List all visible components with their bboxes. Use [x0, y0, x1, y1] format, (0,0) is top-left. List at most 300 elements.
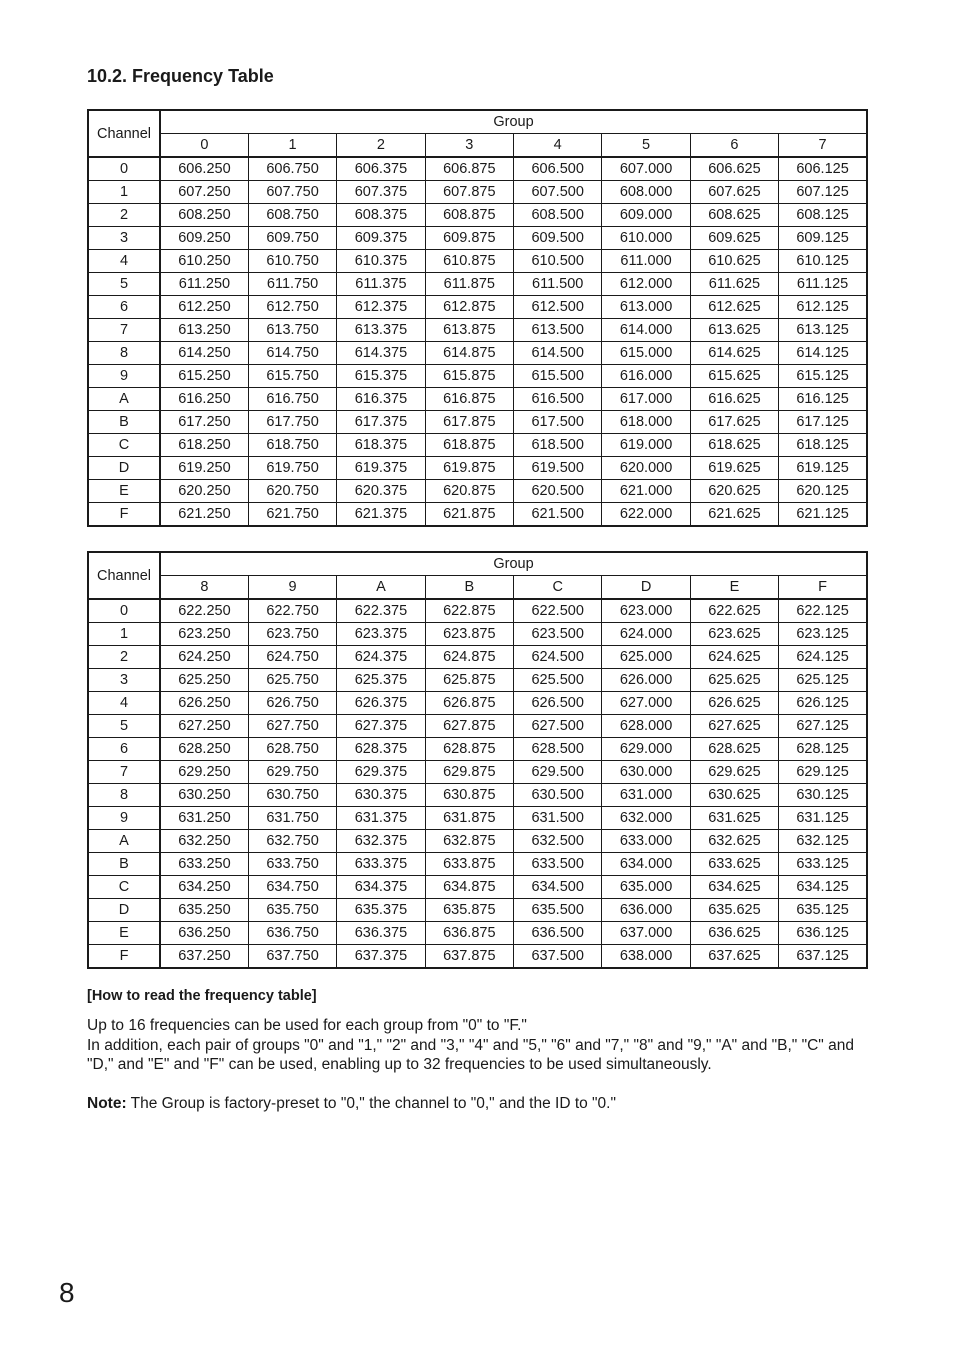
frequency-cell: 623.500	[514, 623, 602, 646]
frequency-cell: 635.125	[779, 899, 867, 922]
frequency-cell: 623.125	[779, 623, 867, 646]
frequency-cell: 634.500	[514, 876, 602, 899]
frequency-cell: 635.250	[160, 899, 248, 922]
frequency-cell: 631.500	[514, 807, 602, 830]
frequency-cell: 622.375	[337, 599, 425, 623]
frequency-cell: 619.000	[602, 434, 690, 457]
channel-cell: A	[88, 388, 160, 411]
frequency-cell: 635.750	[248, 899, 336, 922]
frequency-cell: 620.375	[337, 480, 425, 503]
frequency-cell: 632.625	[690, 830, 778, 853]
frequency-cell: 621.125	[779, 503, 867, 527]
table-row	[88, 830, 867, 853]
frequency-cell: 622.625	[690, 599, 778, 623]
frequency-cell: 617.375	[337, 411, 425, 434]
frequency-cell: 607.125	[779, 181, 867, 204]
channel-cell: 6	[88, 738, 160, 761]
frequency-cell: 619.625	[690, 457, 778, 480]
channel-cell: 1	[88, 623, 160, 646]
frequency-cell: 613.125	[779, 319, 867, 342]
frequency-cell: 615.125	[779, 365, 867, 388]
frequency-cell: 616.500	[514, 388, 602, 411]
frequency-cell: 624.000	[602, 623, 690, 646]
frequency-cell: 629.000	[602, 738, 690, 761]
channel-cell: 3	[88, 669, 160, 692]
frequency-cell: 609.625	[690, 227, 778, 250]
frequency-cell: 609.000	[602, 204, 690, 227]
frequency-cell: 618.000	[602, 411, 690, 434]
frequency-cell: 637.875	[425, 945, 513, 969]
frequency-cell: 628.000	[602, 715, 690, 738]
frequency-cell: 625.000	[602, 646, 690, 669]
channel-cell: 6	[88, 296, 160, 319]
frequency-cell: 624.375	[337, 646, 425, 669]
frequency-cell: 633.875	[425, 853, 513, 876]
frequency-table-groups-0-7	[87, 109, 868, 527]
table-row	[88, 365, 867, 388]
frequency-cell: 616.250	[160, 388, 248, 411]
frequency-cell: 610.500	[514, 250, 602, 273]
frequency-cell: 611.500	[514, 273, 602, 296]
frequency-cell: 613.750	[248, 319, 336, 342]
frequency-cell: 635.375	[337, 899, 425, 922]
frequency-cell: 609.750	[248, 227, 336, 250]
channel-cell: B	[88, 853, 160, 876]
frequency-cell: 630.875	[425, 784, 513, 807]
frequency-cell: 606.125	[779, 157, 867, 181]
group-column-header: 9	[248, 576, 336, 600]
table-row	[88, 599, 867, 623]
frequency-cell: 637.500	[514, 945, 602, 969]
frequency-cell: 626.875	[425, 692, 513, 715]
frequency-cell: 620.000	[602, 457, 690, 480]
frequency-cell: 629.500	[514, 761, 602, 784]
table-row	[88, 457, 867, 480]
frequency-cell: 608.125	[779, 204, 867, 227]
frequency-cell: 614.250	[160, 342, 248, 365]
frequency-cell: 628.375	[337, 738, 425, 761]
note-paragraph	[87, 1094, 877, 1114]
channel-cell: 9	[88, 807, 160, 830]
group-column-header: 3	[425, 134, 513, 158]
frequency-cell: 630.625	[690, 784, 778, 807]
frequency-cell: 608.875	[425, 204, 513, 227]
frequency-cell: 618.500	[514, 434, 602, 457]
frequency-cell: 618.250	[160, 434, 248, 457]
frequency-cell: 621.375	[337, 503, 425, 527]
frequency-cell: 630.500	[514, 784, 602, 807]
frequency-cell: 614.875	[425, 342, 513, 365]
frequency-cell: 625.875	[425, 669, 513, 692]
group-number-row	[88, 576, 867, 600]
frequency-cell: 612.375	[337, 296, 425, 319]
how-to-line-1: Up to 16 frequencies can be used for each group from "0" to "F."	[87, 1017, 527, 1034]
frequency-cell: 621.750	[248, 503, 336, 527]
frequency-cell: 630.750	[248, 784, 336, 807]
frequency-cell: 629.875	[425, 761, 513, 784]
frequency-cell: 637.750	[248, 945, 336, 969]
frequency-cell: 619.750	[248, 457, 336, 480]
frequency-cell: 614.625	[690, 342, 778, 365]
frequency-cell: 621.000	[602, 480, 690, 503]
frequency-cell: 629.250	[160, 761, 248, 784]
frequency-cell: 635.875	[425, 899, 513, 922]
frequency-cell: 630.250	[160, 784, 248, 807]
page-number: 8	[59, 1277, 75, 1308]
table-row	[88, 342, 867, 365]
frequency-cell: 614.500	[514, 342, 602, 365]
frequency-cell: 610.375	[337, 250, 425, 273]
frequency-cell: 634.750	[248, 876, 336, 899]
frequency-cell: 636.875	[425, 922, 513, 945]
frequency-cell: 632.000	[602, 807, 690, 830]
channel-cell: 4	[88, 250, 160, 273]
frequency-cell: 627.875	[425, 715, 513, 738]
channel-cell: 0	[88, 157, 160, 181]
frequency-cell: 631.000	[602, 784, 690, 807]
channel-cell: 5	[88, 715, 160, 738]
group-column-header: 1	[248, 134, 336, 158]
frequency-cell: 623.250	[160, 623, 248, 646]
frequency-cell: 614.750	[248, 342, 336, 365]
group-column-header: 7	[779, 134, 867, 158]
frequency-cell: 634.250	[160, 876, 248, 899]
table-row	[88, 411, 867, 434]
frequency-cell: 610.625	[690, 250, 778, 273]
frequency-cell: 629.125	[779, 761, 867, 784]
channel-cell: C	[88, 876, 160, 899]
frequency-cell: 618.875	[425, 434, 513, 457]
frequency-cell: 616.750	[248, 388, 336, 411]
frequency-cell: 628.250	[160, 738, 248, 761]
frequency-cell: 631.125	[779, 807, 867, 830]
how-to-heading: [How to read the frequency table]	[87, 988, 317, 1004]
frequency-cell: 617.500	[514, 411, 602, 434]
table-row	[88, 250, 867, 273]
frequency-cell: 634.000	[602, 853, 690, 876]
table-row	[88, 480, 867, 503]
frequency-cell: 625.500	[514, 669, 602, 692]
frequency-cell: 633.000	[602, 830, 690, 853]
group-column-header: 2	[337, 134, 425, 158]
frequency-cell: 621.500	[514, 503, 602, 527]
table-row	[88, 503, 867, 527]
frequency-cell: 611.125	[779, 273, 867, 296]
frequency-cell: 606.250	[160, 157, 248, 181]
frequency-cell: 609.500	[514, 227, 602, 250]
frequency-cell: 628.125	[779, 738, 867, 761]
group-column-header: E	[690, 576, 778, 600]
frequency-cell: 626.500	[514, 692, 602, 715]
frequency-cell: 627.500	[514, 715, 602, 738]
group-column-header: F	[779, 576, 867, 600]
frequency-cell: 622.125	[779, 599, 867, 623]
how-to-line-2: In addition, each pair of groups "0" and "1," "2" and "3," "4" and "5," "6" and "7," "8" and "9," "A" and "B," "C" and "D," and "E" and "F" can be used, enabling up to 32 frequencies to be used simultaneously.	[87, 1036, 854, 1073]
frequency-cell: 607.875	[425, 181, 513, 204]
frequency-cell: 630.000	[602, 761, 690, 784]
frequency-cell: 629.625	[690, 761, 778, 784]
frequency-cell: 616.125	[779, 388, 867, 411]
channel-cell: 2	[88, 204, 160, 227]
frequency-cell: 623.625	[690, 623, 778, 646]
frequency-cell: 630.375	[337, 784, 425, 807]
frequency-cell: 636.625	[690, 922, 778, 945]
frequency-cell: 617.750	[248, 411, 336, 434]
frequency-cell: 627.125	[779, 715, 867, 738]
frequency-cell: 632.375	[337, 830, 425, 853]
frequency-cell: 628.625	[690, 738, 778, 761]
frequency-cell: 635.625	[690, 899, 778, 922]
channel-cell: 0	[88, 599, 160, 623]
frequency-cell: 606.875	[425, 157, 513, 181]
frequency-cell: 606.750	[248, 157, 336, 181]
table-row	[88, 181, 867, 204]
group-column-header: D	[602, 576, 690, 600]
table-row	[88, 922, 867, 945]
group-number-row	[88, 134, 867, 158]
frequency-cell: 607.500	[514, 181, 602, 204]
frequency-cell: 607.625	[690, 181, 778, 204]
frequency-cell: 632.875	[425, 830, 513, 853]
frequency-cell: 626.250	[160, 692, 248, 715]
frequency-cell: 612.000	[602, 273, 690, 296]
frequency-cell: 631.375	[337, 807, 425, 830]
frequency-cell: 631.250	[160, 807, 248, 830]
frequency-cell: 612.625	[690, 296, 778, 319]
note-label: Note:	[87, 1095, 127, 1112]
frequency-cell: 607.250	[160, 181, 248, 204]
frequency-cell: 612.875	[425, 296, 513, 319]
frequency-cell: 637.375	[337, 945, 425, 969]
channel-cell: 4	[88, 692, 160, 715]
table-row	[88, 296, 867, 319]
frequency-cell: 616.875	[425, 388, 513, 411]
table-row	[88, 945, 867, 969]
frequency-cell: 606.500	[514, 157, 602, 181]
frequency-cell: 637.250	[160, 945, 248, 969]
frequency-cell: 634.375	[337, 876, 425, 899]
channel-cell: 2	[88, 646, 160, 669]
frequency-cell: 608.750	[248, 204, 336, 227]
frequency-cell: 634.625	[690, 876, 778, 899]
group-column-header: 4	[514, 134, 602, 158]
frequency-cell: 613.500	[514, 319, 602, 342]
frequency-cell: 620.875	[425, 480, 513, 503]
frequency-cell: 609.125	[779, 227, 867, 250]
frequency-cell: 628.875	[425, 738, 513, 761]
frequency-cell: 616.375	[337, 388, 425, 411]
frequency-cell: 626.375	[337, 692, 425, 715]
frequency-cell: 638.000	[602, 945, 690, 969]
frequency-cell: 634.125	[779, 876, 867, 899]
frequency-cell: 633.375	[337, 853, 425, 876]
frequency-cell: 614.125	[779, 342, 867, 365]
frequency-cell: 633.250	[160, 853, 248, 876]
channel-cell: 5	[88, 273, 160, 296]
channel-cell: D	[88, 457, 160, 480]
frequency-cell: 610.875	[425, 250, 513, 273]
frequency-cell: 613.375	[337, 319, 425, 342]
table-row	[88, 157, 867, 181]
group-column-header: 5	[602, 134, 690, 158]
frequency-cell: 631.625	[690, 807, 778, 830]
frequency-cell: 609.375	[337, 227, 425, 250]
frequency-cell: 609.250	[160, 227, 248, 250]
frequency-cell: 615.750	[248, 365, 336, 388]
frequency-cell: 620.625	[690, 480, 778, 503]
channel-cell: F	[88, 503, 160, 527]
frequency-cell: 622.000	[602, 503, 690, 527]
frequency-cell: 607.750	[248, 181, 336, 204]
how-to-text	[87, 1016, 877, 1075]
channel-cell: C	[88, 434, 160, 457]
frequency-cell: 636.375	[337, 922, 425, 945]
table-row	[88, 623, 867, 646]
channel-cell: E	[88, 922, 160, 945]
frequency-cell: 632.250	[160, 830, 248, 853]
frequency-cell: 625.250	[160, 669, 248, 692]
frequency-cell: 637.125	[779, 945, 867, 969]
frequency-cell: 625.125	[779, 669, 867, 692]
frequency-cell: 630.125	[779, 784, 867, 807]
frequency-cell: 629.750	[248, 761, 336, 784]
group-column-header: A	[337, 576, 425, 600]
frequency-table-groups-8-f	[87, 551, 868, 969]
frequency-cell: 615.000	[602, 342, 690, 365]
frequency-cell: 611.000	[602, 250, 690, 273]
frequency-cell: 623.000	[602, 599, 690, 623]
table-row	[88, 899, 867, 922]
frequency-cell: 608.625	[690, 204, 778, 227]
frequency-cell: 610.250	[160, 250, 248, 273]
frequency-cell: 617.125	[779, 411, 867, 434]
frequency-cell: 631.750	[248, 807, 336, 830]
table-row	[88, 434, 867, 457]
frequency-cell: 617.000	[602, 388, 690, 411]
table-row	[88, 738, 867, 761]
frequency-cell: 620.125	[779, 480, 867, 503]
frequency-cell: 618.125	[779, 434, 867, 457]
group-header: Group	[160, 552, 867, 576]
frequency-cell: 632.750	[248, 830, 336, 853]
frequency-cell: 627.000	[602, 692, 690, 715]
frequency-cell: 622.250	[160, 599, 248, 623]
frequency-cell: 611.875	[425, 273, 513, 296]
channel-cell: F	[88, 945, 160, 969]
frequency-cell: 628.750	[248, 738, 336, 761]
group-column-header: 0	[160, 134, 248, 158]
frequency-cell: 623.750	[248, 623, 336, 646]
table-row	[88, 669, 867, 692]
frequency-cell: 624.500	[514, 646, 602, 669]
frequency-cell: 626.000	[602, 669, 690, 692]
frequency-cell: 625.750	[248, 669, 336, 692]
frequency-cell: 621.875	[425, 503, 513, 527]
frequency-cell: 620.250	[160, 480, 248, 503]
frequency-cell: 610.125	[779, 250, 867, 273]
channel-cell: 8	[88, 784, 160, 807]
channel-cell: B	[88, 411, 160, 434]
channel-cell: 9	[88, 365, 160, 388]
frequency-cell: 617.250	[160, 411, 248, 434]
table-row	[88, 807, 867, 830]
group-header: Group	[160, 110, 867, 134]
frequency-cell: 632.500	[514, 830, 602, 853]
frequency-cell: 611.250	[160, 273, 248, 296]
table-row	[88, 853, 867, 876]
frequency-cell: 624.625	[690, 646, 778, 669]
frequency-cell: 617.875	[425, 411, 513, 434]
frequency-cell: 623.875	[425, 623, 513, 646]
frequency-cell: 613.250	[160, 319, 248, 342]
frequency-cell: 618.375	[337, 434, 425, 457]
frequency-cell: 619.500	[514, 457, 602, 480]
frequency-cell: 622.750	[248, 599, 336, 623]
frequency-cell: 619.125	[779, 457, 867, 480]
frequency-cell: 620.500	[514, 480, 602, 503]
frequency-cell: 613.625	[690, 319, 778, 342]
table-row	[88, 319, 867, 342]
table-row	[88, 715, 867, 738]
frequency-cell: 619.250	[160, 457, 248, 480]
frequency-cell: 633.125	[779, 853, 867, 876]
frequency-cell: 621.625	[690, 503, 778, 527]
frequency-cell: 615.625	[690, 365, 778, 388]
frequency-cell: 611.625	[690, 273, 778, 296]
frequency-cell: 619.875	[425, 457, 513, 480]
frequency-cell: 632.125	[779, 830, 867, 853]
frequency-cell: 614.000	[602, 319, 690, 342]
frequency-cell: 612.500	[514, 296, 602, 319]
frequency-rows	[88, 157, 867, 526]
note-text: The Group is factory-preset to "0," the channel to "0," and the ID to "0."	[126, 1095, 616, 1112]
channel-cell: D	[88, 899, 160, 922]
frequency-cell: 610.000	[602, 227, 690, 250]
channel-cell: E	[88, 480, 160, 503]
group-column-header: B	[425, 576, 513, 600]
table-row	[88, 204, 867, 227]
frequency-cell: 615.375	[337, 365, 425, 388]
frequency-cell: 633.500	[514, 853, 602, 876]
frequency-cell: 612.125	[779, 296, 867, 319]
frequency-cell: 635.000	[602, 876, 690, 899]
frequency-cell: 615.250	[160, 365, 248, 388]
frequency-cell: 624.250	[160, 646, 248, 669]
frequency-cell: 625.625	[690, 669, 778, 692]
channel-cell: 7	[88, 319, 160, 342]
frequency-cell: 623.375	[337, 623, 425, 646]
frequency-cell: 626.750	[248, 692, 336, 715]
frequency-cell: 615.875	[425, 365, 513, 388]
frequency-cell: 615.500	[514, 365, 602, 388]
frequency-cell: 613.875	[425, 319, 513, 342]
channel-cell: A	[88, 830, 160, 853]
frequency-cell: 611.750	[248, 273, 336, 296]
group-column-header: 8	[160, 576, 248, 600]
frequency-cell: 633.625	[690, 853, 778, 876]
frequency-cell: 616.000	[602, 365, 690, 388]
section-title: 10.2. Frequency Table	[87, 66, 274, 86]
frequency-cell: 637.625	[690, 945, 778, 969]
frequency-cell: 637.000	[602, 922, 690, 945]
frequency-cell: 622.875	[425, 599, 513, 623]
frequency-cell: 609.875	[425, 227, 513, 250]
frequency-cell: 636.750	[248, 922, 336, 945]
frequency-rows	[88, 599, 867, 968]
table-row	[88, 692, 867, 715]
frequency-cell: 622.500	[514, 599, 602, 623]
frequency-cell: 617.625	[690, 411, 778, 434]
